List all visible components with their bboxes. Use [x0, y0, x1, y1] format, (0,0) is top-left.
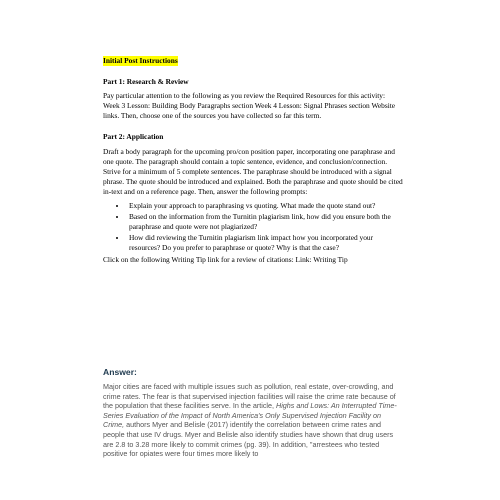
part1-heading: Part 1: Research & Review: [103, 77, 189, 87]
part2-text: Draft a body paragraph for the upcoming pro/con position paper, incorporating one paraphrase and one quote. The paragraph should contain a topic sentence, evidence, and conclusion/connection. Strive for a minimum of 5 complete sentences. The paraphrase should be introduced with a signal phrase. The quote should be introduced and explained. Both the paraphrase and quote should be cited in-text and on a reference page. Then, answer the following prompts:: [103, 146, 403, 196]
instructions-document: [103, 52, 403, 269]
prompt-item: • Based on the information from the Turnitin plagiarism link, how did you ensure both the paraphrase and quote were not plagiarized?: [127, 212, 403, 232]
prompt-item: • How did reviewing the Turnitin plagiarism link impact how you incorporated your resources? Do you prefer to paraphrase or quote? Why is that the case?: [127, 233, 403, 253]
answer-section: [103, 367, 403, 459]
part2-heading: Part 2: Application: [103, 132, 164, 142]
prompt-item: • Explain your approach to paraphrasing vs quoting. What made the quote stand out?: [127, 201, 403, 211]
part1-text: Pay particular attention to the following as you review the Required Resources for this activity: Week 3 Lesson: Building Body Paragraphs section Week 4 Lesson: Signal Phrases section Website links. Then, choose one of the sources you have collected so far this term.: [103, 91, 396, 121]
answer-text-start: Major cities are faced with multiple issues such as pollution, real estate, over-crowding, and crime rates. The fear is that supervised injection facilities will raise the crime rate because of the population that these facilities serve. In the article,: [103, 382, 396, 411]
answer-paragraph: [103, 382, 403, 459]
instructions-title: Initial Post Instructions: [103, 56, 178, 65]
writing-tip-text: Click on the following Writing Tip link for a review of citations: Link: Writing Tip: [103, 254, 348, 264]
prompt-list: [103, 201, 403, 253]
article-title: Highs and Lows: An Interrupted Time-Series Evaluation of the Impact of North America's Only Supervised Injection Facility on Crime,: [103, 401, 397, 430]
answer-text-end: authors Myer and Belisle (2017) identify the correlation between crime rates and people that use IV drugs. Myer and Belisle also identify studies have shown that drug users are 2.8 to 3.28 more likely to commit crimes (pg. 39). In addition, "arrestees who tested positive for opiates were four times more likely to: [103, 420, 394, 459]
answer-heading: Answer:: [103, 367, 137, 377]
